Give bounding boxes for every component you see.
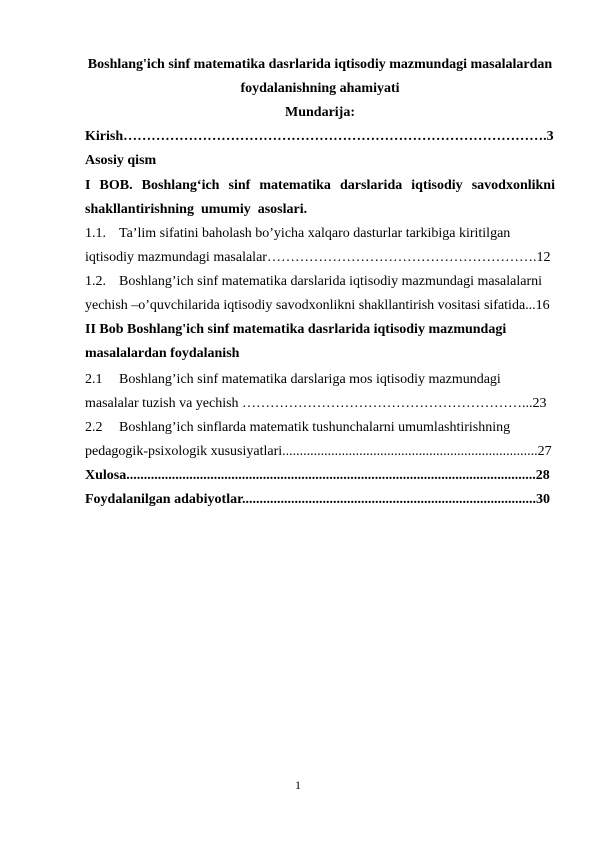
toc-chapter-1-line-1	[85, 178, 555, 194]
contents-heading: Mundarija:	[285, 105, 355, 120]
toc-chapter-1-word: iqtisodiy	[411, 178, 463, 193]
toc-section-title: Ta’lim sifatini baholash bo’yicha xalqaro dasturlar tarkibiga kiritilgan	[119, 226, 511, 241]
document-title-line-2: foydalanishning ahamiyati	[240, 81, 400, 96]
toc-section-title: Boshlang’ich sinf matematika darslariga mos iqtisodiy mazmundagi	[119, 372, 501, 387]
toc-chapter-1-word: savodxonlikni	[471, 178, 555, 193]
toc-section-1-2-line-2: yechish –o’quvchilarida iqtisodiy savodxonlikni shakllantirish vositasi sifatida...16	[85, 298, 550, 313]
toc-entry-intro: Kirish……………………………………………………………………………….3	[85, 129, 554, 144]
toc-section-title: Boshlang’ich sinflarda matematik tushunchalarni umumlashtirishning	[119, 420, 511, 435]
page-number: 1	[295, 778, 301, 792]
toc-chapter-1-word: Boshlang‘ich	[141, 178, 220, 193]
toc-section-number: 2.1	[85, 372, 103, 387]
toc-section-1-2-line-1	[85, 274, 555, 290]
toc-chapter-1-word: darslarida	[340, 178, 403, 193]
toc-section-number: 2.2	[85, 420, 103, 435]
toc-section-1-1-line-2: iqtisodiy mazmundagi masalalar………………………………………………….12	[85, 250, 551, 265]
toc-chapter-1-word: BOB.	[99, 178, 133, 193]
toc-section-title: Boshlang’ich sinf matematika darslarida iqtisodiy mazmundagi masalalarni	[119, 274, 542, 289]
toc-section-2-2-line-1	[85, 420, 555, 436]
toc-section-2-1-line-1	[85, 372, 555, 388]
toc-chapter-2-line-2: masalalardan foydalanish	[85, 346, 240, 361]
toc-chapter-1-word: sinf	[228, 178, 251, 193]
toc-chapter-2-line-1: II Bob Boshlang'ich sinf matematika dasrlarida iqtisodiy mazmundagi	[85, 322, 507, 337]
toc-main-part-heading: Asosiy qism	[85, 153, 157, 168]
toc-entry-references: Foydalanilgan adabiyotlar....................................................................................30	[85, 492, 551, 507]
toc-chapter-1-word: I	[85, 178, 91, 193]
toc-section-1-1-line-1	[85, 226, 555, 242]
toc-section-2-2-line-2: pedagogik-psixologik xususiyatlari.........................................................................27	[85, 444, 552, 459]
toc-chapter-1-word: matematika	[259, 178, 331, 193]
toc-section-number: 1.2.	[85, 274, 106, 289]
toc-chapter-1-line-2: shakllantirishning umumiy asoslari.	[85, 202, 308, 217]
document-title-line-1: Boshlang'ich sinf matematika dasrlarida iqtisodiy mazmundagi masalalardan	[87, 57, 553, 72]
toc-section-2-1-line-2: masalalar tuzish va yechish ……………………………………………………...23	[85, 396, 547, 411]
toc-entry-conclusion: Xulosa.....................................................................................................................28	[85, 468, 550, 483]
toc-section-number: 1.1.	[85, 226, 106, 241]
